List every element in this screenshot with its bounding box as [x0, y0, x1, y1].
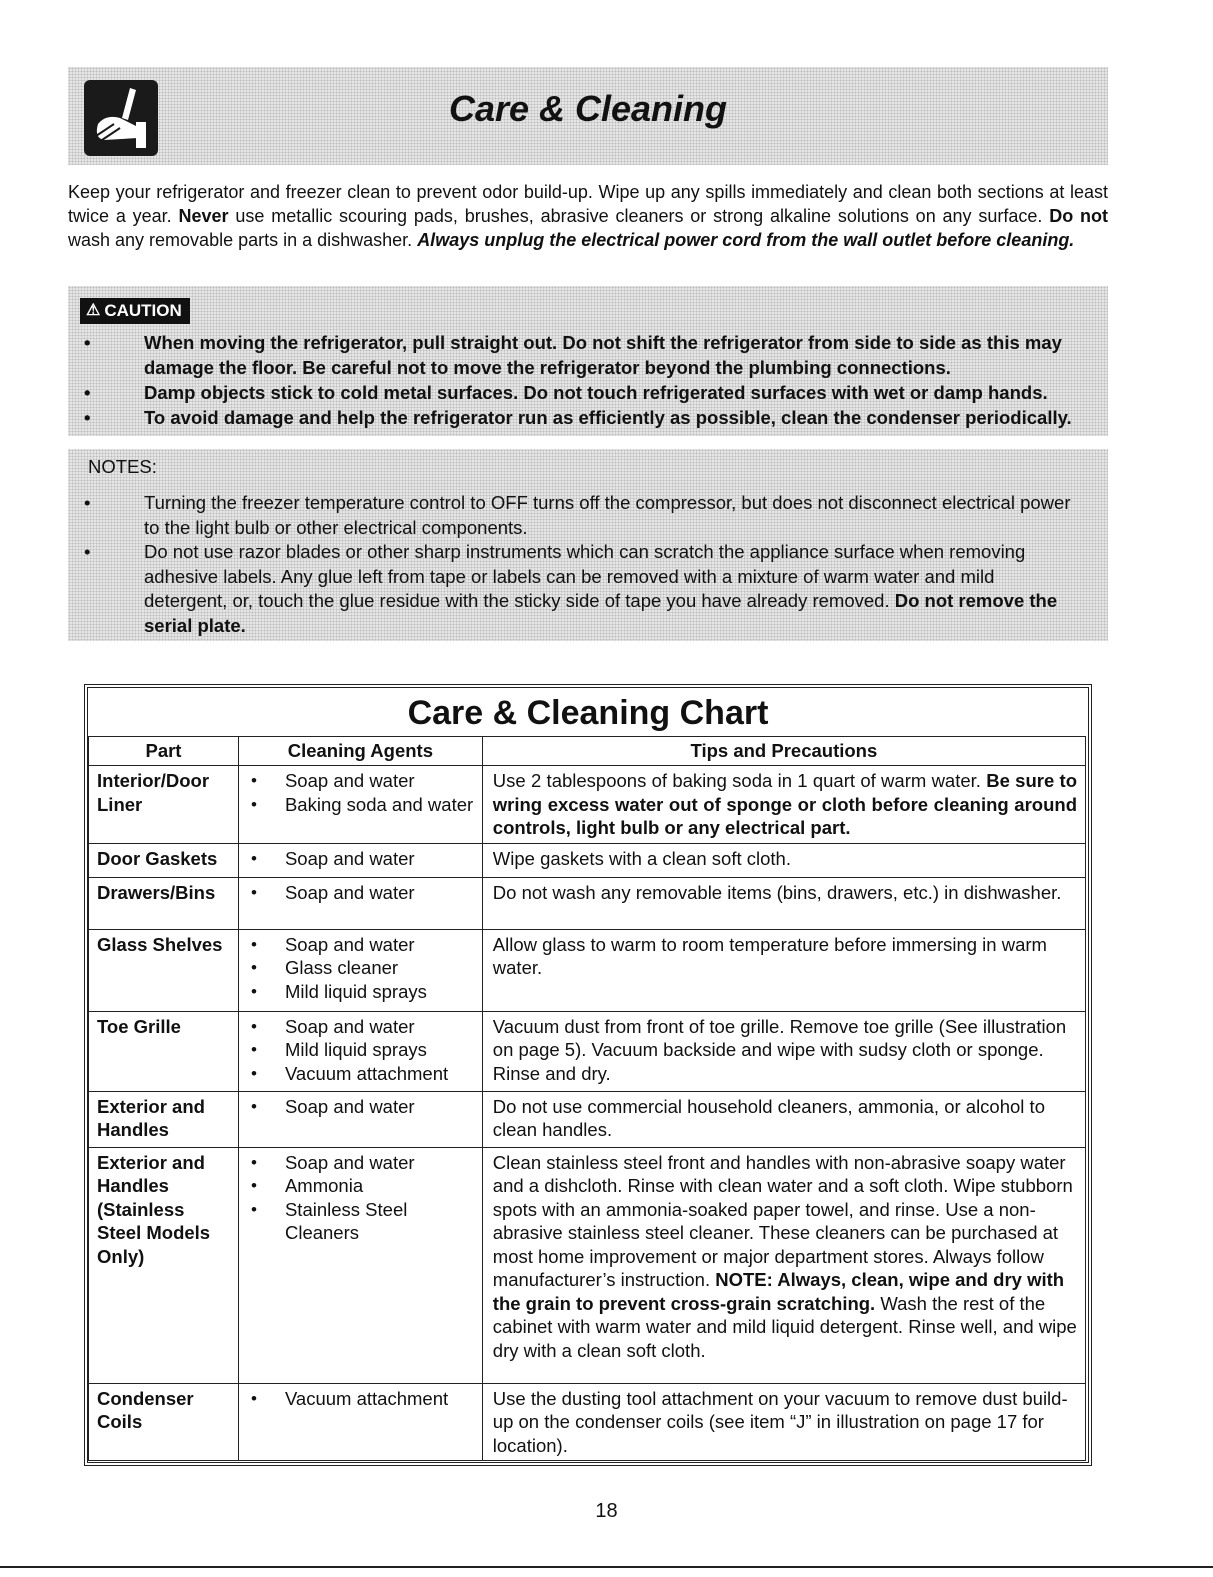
table-header-row [89, 737, 1086, 766]
note-item: • Do not use razor blades or other sharp instruments which can scratch the appliance surface when removing adhesive labels. Any glue left from tape or labels can be removed with a mixture of warm water and mild detergent, or, touch the glue residue with the sticky side of tape you have already removed. Do not remove the serial plate. [84, 541, 1058, 636]
intro-warning: Always unplug the electrical power cord from the wall outlet before cleaning. [417, 230, 1075, 250]
table-row [89, 1383, 1086, 1461]
caution-item: • When moving the refrigerator, pull straight out. Do not shift the refrigerator from side to side as this may damage the floor. Be careful not to move the refrigerator beyond the plumbing connections. [84, 332, 1062, 378]
agent-item: • Soap and water [249, 847, 478, 871]
tips-cell [482, 766, 1085, 844]
tips-cell [482, 843, 1085, 877]
caution-list [70, 330, 1100, 430]
tips-text: Allow glass to warm to room temperature before immersing in warm water. [492, 933, 1047, 978]
part-cell: Glass Shelves [89, 929, 239, 1011]
note-item-text: Do not use razor blades or other sharp instruments which can scratch the appliance surface when removing adhesive labels. Any glue left from tape or labels can be removed with a mixture of warm water and mild detergent, or, touch the glue residue with the sticky side of tape you have already removed. [144, 541, 1026, 611]
tips-bold-text: Be sure to wring excess water out of sponge or cloth before cleaning around controls, light bulb or any electrical part. [492, 770, 1077, 838]
agent-item: • Vacuum attachment [249, 1387, 478, 1411]
intro-never: Never [178, 206, 229, 226]
tips-text-after: Wash the rest of the cabinet with warm water and mild liquid detergent. Rinse well, and wipe dry with a clean soft cloth. [492, 1292, 1077, 1361]
tips-cell [482, 929, 1085, 1011]
table-row [89, 766, 1086, 844]
agents-cell [238, 1091, 482, 1147]
notes-list [70, 491, 1080, 638]
caution-item: • To avoid damage and help the refrigerator run as efficiently as possible, clean the condenser periodically. [84, 407, 1072, 428]
agent-list [249, 1095, 478, 1119]
tips-text: Wipe gaskets with a clean soft cloth. [492, 847, 791, 869]
caution-label: CAUTION [104, 301, 182, 320]
intro-do-not: Do not [1049, 206, 1108, 226]
intro-text-3: wash any removable parts in a dishwasher. [68, 230, 418, 250]
note-item: • Turning the freezer temperature control to OFF turns off the compressor, but does not disconnect electrical power to the light bulb or other electrical components. [84, 492, 1071, 538]
caution-badge [80, 298, 190, 324]
table-row [89, 877, 1086, 929]
agent-list [249, 1387, 478, 1411]
chart-title: Care & Cleaning Chart [407, 694, 769, 732]
table-row [89, 1147, 1086, 1383]
part-cell: Exterior and Handles (Stainless Steel Models Only) [89, 1147, 239, 1383]
part-cell: Condenser Coils [89, 1383, 239, 1461]
part-cell: Exterior and Handles [89, 1091, 239, 1147]
tips-text: Use 2 tablespoons of baking soda in 1 quart of warm water. [492, 770, 987, 791]
column-header-part: Part [89, 737, 239, 766]
agents-cell [238, 929, 482, 1011]
tips-cell [482, 1011, 1085, 1091]
agents-cell [238, 1383, 482, 1461]
tips-text: Vacuum dust from front of toe grille. Remove toe grille (See illustration on page 5). Vacuum backside and wipe with sudsy cloth or sponge. Rinse and dry. [492, 1015, 1067, 1084]
agent-item: • Soap and water [249, 933, 478, 957]
agents-cell [238, 1147, 482, 1383]
agents-cell [238, 843, 482, 877]
tips-cell [482, 1147, 1085, 1383]
table-row [89, 843, 1086, 877]
note-item-bold: Do not remove the serial plate. [144, 590, 1058, 636]
caution-item-text: When moving the refrigerator, pull straight out. Do not shift the refrigerator from side to side as this may damage the floor. Be careful not to move the refrigerator beyond the plumbing connections. [144, 332, 1062, 378]
agent-list [249, 1151, 478, 1245]
tips-text: Do not use commercial household cleaners, ammonia, or alcohol to clean handles. [492, 1095, 1045, 1140]
tips-text: Clean stainless steel front and handles with non-abrasive soapy water and a dishcloth. Rinse with clean water and a soft cloth. Wipe stubborn spots with an ammonia-soaked paper towel, and rinse. Use a non-abrasive stainless steel cleaner. These cleaners can be purchased at most home improvement or major department stores. Always follow manufacturer’s instruction. [492, 1151, 1073, 1290]
part-cell: Toe Grille [89, 1011, 239, 1091]
table-row [89, 1091, 1086, 1147]
agent-list [249, 847, 478, 871]
bottom-rule [0, 1566, 1213, 1568]
intro-text-1: Keep your refrigerator and freezer clean to prevent odor build-up. Wipe up any spills immediately and clean both sections at least twice a year. [68, 182, 1108, 226]
agent-item: • Soap and water [249, 1095, 478, 1119]
page-number: 18 [595, 1500, 618, 1522]
agent-item: • Glass cleaner [249, 956, 478, 980]
agent-item: • Vacuum attachment [249, 1062, 478, 1086]
agent-item: • Soap and water [249, 769, 478, 793]
agents-cell [238, 1011, 482, 1091]
part-cell: Door Gaskets [89, 843, 239, 877]
intro-text-2: use metallic scouring pads, brushes, abrasive cleaners or strong alkaline solutions on any surface. [228, 206, 1050, 226]
tips-bold-text: NOTE: Always, clean, wipe and dry with the grain to prevent cross-grain scratching. [492, 1269, 1065, 1314]
table-row [89, 1011, 1086, 1091]
part-cell: Drawers/Bins [89, 877, 239, 929]
agent-item: • Ammonia [249, 1174, 478, 1198]
note-item-text: Turning the freezer temperature control to OFF turns off the compressor, but does not disconnect electrical power to the light bulb or other electrical components. [144, 492, 1071, 538]
intro-paragraph [68, 180, 1108, 252]
warning-triangle-icon: ⚠ [86, 302, 101, 319]
notes-heading: NOTES: [88, 456, 157, 477]
agent-item: • Mild liquid sprays [249, 1038, 478, 1062]
agent-list [249, 1015, 478, 1086]
care-cleaning-table [88, 736, 1086, 1461]
tips-cell [482, 1091, 1085, 1147]
table-body [89, 766, 1086, 1461]
agent-item: • Soap and water [249, 881, 478, 905]
agent-list [249, 769, 478, 816]
table-row [89, 929, 1086, 1011]
tips-cell [482, 877, 1085, 929]
agent-item: • Baking soda and water [249, 793, 478, 817]
caution-item-text: Damp objects stick to cold metal surfaces. Do not touch refrigerated surfaces with wet or damp hands. [144, 382, 1048, 403]
agent-item: • Mild liquid sprays [249, 980, 478, 1004]
agents-cell [238, 877, 482, 929]
tips-text: Do not wash any removable items (bins, drawers, etc.) in dishwasher. [492, 881, 1062, 903]
tips-cell [482, 1383, 1085, 1461]
page-title: Care & Cleaning [448, 88, 728, 129]
agent-list [249, 933, 478, 1004]
agent-item: • Soap and water [249, 1015, 478, 1039]
agent-item: • Stainless Steel Cleaners [249, 1198, 478, 1245]
part-cell: Interior/Door Liner [89, 766, 239, 844]
caution-item: • Damp objects stick to cold metal surfaces. Do not touch refrigerated surfaces with wet or damp hands. [84, 382, 1048, 403]
agent-item: • Soap and water [249, 1151, 478, 1175]
agents-cell [238, 766, 482, 844]
tips-text: Use the dusting tool attachment on your vacuum to remove dust build-up on the condenser coils (see item “J” in illustration on page 17 for location). [492, 1387, 1068, 1456]
agent-list [249, 881, 478, 905]
caution-item-text: To avoid damage and help the refrigerator run as efficiently as possible, clean the condenser periodically. [144, 407, 1072, 428]
column-header-agents: Cleaning Agents [238, 737, 482, 766]
column-header-tips: Tips and Precautions [482, 737, 1085, 766]
